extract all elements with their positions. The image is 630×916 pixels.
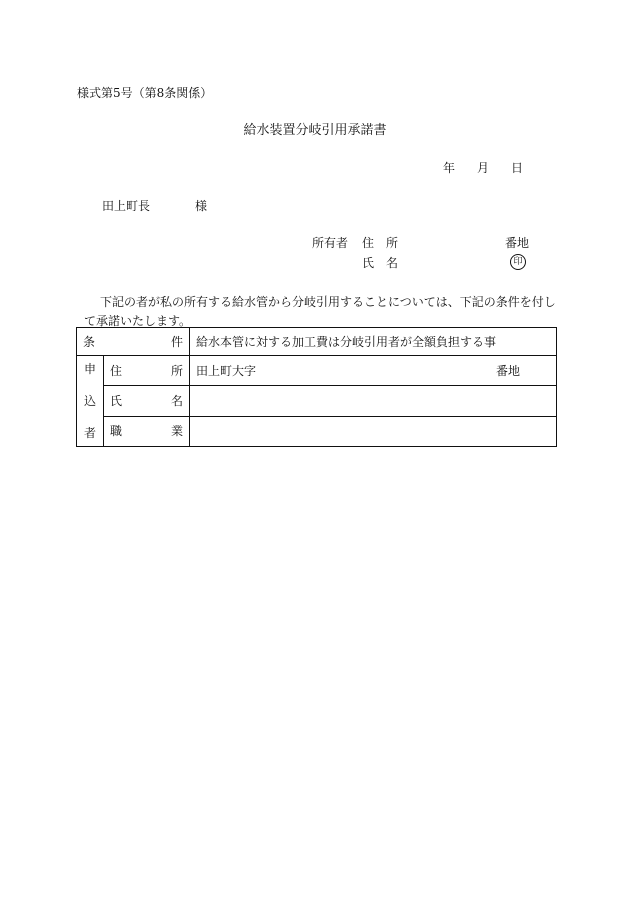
condition-label-right: 件	[170, 334, 183, 349]
table-row-name	[77, 386, 557, 416]
name-label-cell	[104, 386, 190, 416]
address-label-cell	[104, 356, 190, 386]
occupation-label-right: 業	[170, 424, 183, 439]
seal-mark: 印	[510, 254, 526, 270]
table-row-condition	[77, 328, 557, 356]
form-number: 様式第5号（第8条関係）	[77, 86, 213, 100]
occupation-label-left: 職	[110, 424, 123, 439]
occupation-value-cell[interactable]	[190, 416, 557, 446]
occupation-label-cell	[104, 416, 190, 446]
name-value-cell[interactable]	[190, 386, 557, 416]
address-value: 田上町大字	[196, 363, 257, 378]
applicant-char-2: 込	[83, 394, 96, 408]
consent-body-text: 下記の者が私の所有する給水管から分岐引用することについては、下記の条件を付して承諾いたします。	[84, 295, 556, 328]
address-label-right: 所	[170, 363, 183, 378]
name-label-right: 名	[170, 393, 183, 408]
conditions-table	[76, 327, 557, 447]
table-row-address	[77, 356, 557, 386]
addressee-name: 田上町長	[102, 199, 151, 213]
owner-address-label: 住 所	[362, 236, 399, 250]
owner-banchi-label: 番地	[505, 236, 530, 250]
condition-label-cell	[77, 328, 190, 356]
document-title: 給水装置分岐引用承諾書	[243, 123, 387, 138]
applicant-char-3: 者	[83, 426, 96, 440]
date-year-label: 年	[443, 161, 456, 175]
name-label-left: 氏	[110, 393, 123, 408]
owner-name-label: 氏 名	[362, 256, 399, 270]
date-day-label: 日	[511, 161, 524, 175]
addressee-suffix: 様	[195, 199, 208, 213]
owner-label: 所有者	[312, 236, 349, 250]
table-row-occupation	[77, 416, 557, 446]
condition-value-cell: 給水本管に対する加工費は分岐引用者が全額負担する事	[190, 328, 557, 356]
date-line	[443, 161, 523, 175]
applicant-char-1: 申	[83, 362, 96, 376]
address-banchi-label: 番地	[495, 363, 520, 378]
date-month-label: 月	[477, 161, 490, 175]
condition-label-left: 条	[83, 334, 96, 349]
address-label-left: 住	[110, 363, 123, 378]
applicant-label-cell	[77, 356, 104, 447]
address-value-cell[interactable]	[190, 356, 557, 386]
